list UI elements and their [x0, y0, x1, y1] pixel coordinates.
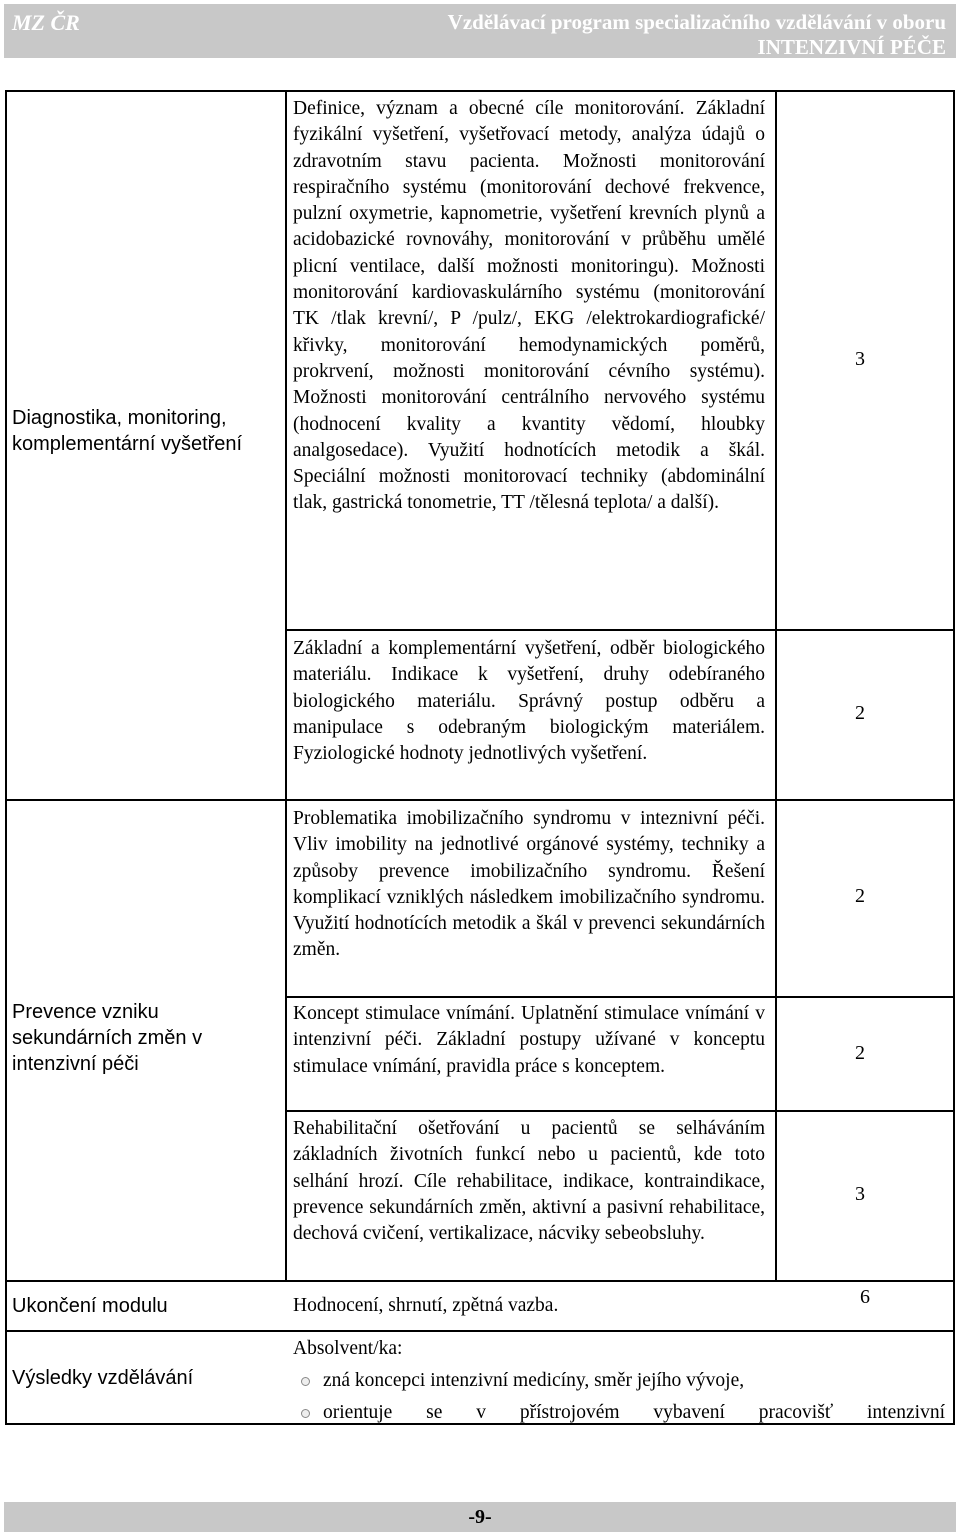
- topic-closing: Ukončení modulu: [12, 1295, 168, 1317]
- topic-prevention: Prevence vzniku sekundárních změn v intenzivní péči: [12, 1001, 203, 1075]
- outcomes-content: [293, 1333, 945, 1429]
- table-divider: [285, 90, 287, 1280]
- content-lab-tests: Základní a komplementární vyšetření, odběr biologického materiálu. Indikace k vyšetření, druhy odebíraného biologického materiálu. Správný postup odběru a manipulace s odebraným biologickým materiálem. Fyziologické hodnoty jednotlivých vyšetření.: [293, 638, 765, 765]
- topic-outcomes: Výsledky vzdělávání: [12, 1367, 194, 1389]
- page-header: [4, 4, 956, 58]
- outcomes-list: [293, 1365, 945, 1429]
- hours-immobilization: 2: [855, 885, 865, 907]
- header-title-line2: INTENZIVNÍ PÉČE: [757, 35, 946, 59]
- table-divider: [285, 629, 955, 631]
- page-number: -9-: [468, 1506, 492, 1528]
- outcome-text: orientuje se v přístrojovém vybavení pracovišť intenzivní: [323, 1402, 945, 1423]
- list-item: [293, 1365, 945, 1397]
- table-divider: [5, 799, 955, 801]
- table-divider: [5, 1280, 955, 1282]
- table-divider: [5, 1330, 955, 1332]
- page-footer: [4, 1502, 956, 1532]
- list-item: [293, 1397, 945, 1429]
- header-ministry: MZ ČR: [12, 10, 80, 35]
- hours-closing: 6: [860, 1286, 870, 1308]
- topic-diagnostics: Diagnostika, monitoring, komplementární vyšetření: [12, 407, 243, 455]
- table-divider: [285, 996, 955, 998]
- header-program-title: [448, 10, 946, 60]
- hours-monitoring: 3: [855, 348, 865, 370]
- hours-perception: 2: [855, 1042, 865, 1064]
- hours-rehabilitation: 3: [855, 1183, 865, 1205]
- header-title-line1: Vzdělávací program specializačního vzdělávání v oboru: [447, 10, 946, 34]
- bullet-icon: [301, 1377, 310, 1386]
- content-closing: Hodnocení, shrnutí, zpětná vazba.: [293, 1295, 559, 1316]
- outcomes-intro: Absolvent/ka:: [293, 1338, 403, 1359]
- content-perception: Koncept stimulace vnímání. Uplatnění stimulace vnímání v intenzivní péči. Základní postupy užívané v konceptu stimulace vnímání, pravidla práce s konceptem.: [293, 1003, 765, 1077]
- hours-lab-tests: 2: [855, 702, 865, 724]
- bullet-icon: [301, 1409, 310, 1418]
- content-rehabilitation: Rehabilitační ošetřování u pacientů se selháváním základních životních funkcí nebo u pacientů, kde toto selhání hrozí. Cíle rehabilitace, indikace, kontraindikace, prevence sekundárních změn, aktivní a pasivní rehabilitace, dechová cvičení, vertikalizace, nácviky sebeobsluhy.: [293, 1118, 765, 1245]
- content-monitoring: Definice, význam a obecné cíle monitorování. Základní fyzikální vyšetření, vyšetřovací metody, analýza údajů o zdravotním stavu pacienta. Možnosti monitorování respiračního systému (monitorování dechové frekvence, pulzní oxymetrie, kapnometrie, vyšetření krevních plynů a acidobazické rovnováhy, monitorování v průběhu umělé plicní ventilace, další možnosti monitoringu). Možnosti monitorování kardiovaskulárního systému (monitorování TK /tlak krevní/, P /pulz/, EKG /elektrokardiografické/ křivky, monitorování hemodynamických poměrů, prokrvení, možnosti monitorování cévního systému). Možnosti monitorování centrálního nervového systému (hodnocení kvality a kvantity vědomí, hloubky analgosedace). Využití hodnotících metodik a škál. Speciální možnosti monitorovací techniky (abdominální tlak, gastrická tonometrie, TT /tělesná teplota/ a další).: [293, 98, 765, 514]
- content-immobilization: Problematika imobilizačního syndromu v inteznivní péči. Vliv imobility na jednotlivé orgánové systémy, techniky a způsoby prevence imobilizačního syndromu. Řešení komplikací vzniklých následkem imobilizačního syndromu. Využití hodnotících metodik a škál v prevenci sekundárních změn.: [293, 808, 765, 961]
- table-divider: [285, 1110, 955, 1112]
- table-divider: [775, 90, 777, 1280]
- outcome-text: zná koncepci intenzivní medicíny, směr jejího vývoje,: [323, 1370, 745, 1391]
